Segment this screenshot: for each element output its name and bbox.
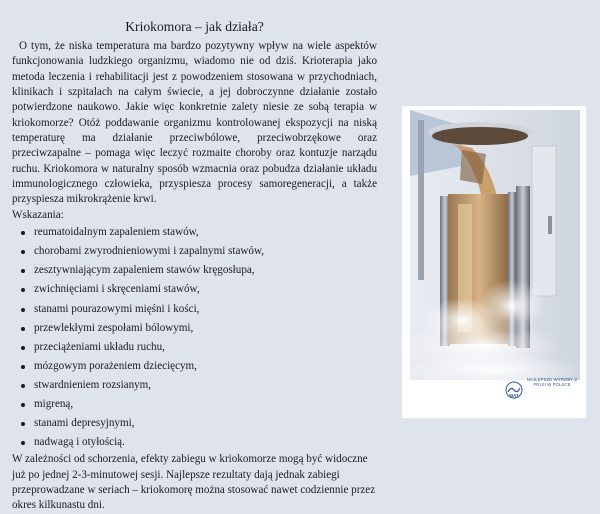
indications-label: Wskazania:	[12, 208, 64, 221]
list-item: mózgowym porażeniem dziecięcym,	[34, 357, 377, 376]
list-item: stanami depresyjnymi,	[34, 414, 377, 433]
logo-mark: MAT	[509, 393, 519, 398]
article-outro: W zależności od schorzenia, efekty zabiegu w kriokomorze mogą być widoczne już po jednej 2-3-minutowej sesji. Najlepsze rezultaty dają jednak zabiegi przeprowadzane w seriach – kriokomorę można stosować nawet codziennie przez okres kilkunastu dni.	[12, 453, 376, 512]
cryochamber-photo	[402, 106, 586, 418]
article-intro: O tym, że niska temperatura ma bardzo pozytywny wpływ na wiele aspektów funkcjonowania ludzkiego organizmu, wiadomo nie od dziś. Krioterapia jako metoda leczenia i rehabilitacji jest z powodzeniem stosowana w przychodniach, klinikach i szpitalach na całym świecie, a jej dobroczynne działanie zostało potwierdzone naukowo. Jakie więc konkretnie zalety niesie ze sobą terapia w kriokomorze? Otóż poddawanie organizmu kontrolowanej ekspozycji na niską temperaturę ma działanie przeciwbólowe, przeciwobrzękowe oraz przeciwzapalne – pomaga więc leczyć rozmaite choroby oraz kontuzje narządu ruchu. Kriokomora w naturalny sposób wzmacnia oraz pobudza działanie układu immunologicznego człowieka, przyspiesza procesy samoregeneracji, a także przyspiesza mikrokrążenie krwi.	[12, 40, 377, 206]
list-item: zesztywniającym zapaleniem stawów kręgosłupa,	[34, 261, 377, 280]
list-item: stanami pourazowymi mięśni i kości,	[34, 300, 377, 319]
logo-text: NAJLEPSZE WYROBY Z PRL/II W POLSCE	[526, 377, 578, 387]
list-item: przewlekłymi zespołami bólowymi,	[34, 319, 377, 338]
list-item: przeciążeniami układu ruchu,	[34, 338, 377, 357]
indications-list	[12, 223, 377, 452]
list-item: chorobami zwyrodnieniowymi i zapalnymi stawów,	[34, 242, 377, 261]
list-item: nadwagą i otyłością.	[34, 433, 377, 452]
list-item: reumatoidalnym zapaleniem stawów,	[34, 223, 377, 242]
article-title: Kriokomora – jak działa?	[125, 19, 264, 34]
article	[12, 18, 377, 514]
list-item: stwardnieniem rozsianym,	[34, 376, 377, 395]
list-item: zwichnięciami i skręceniami stawów,	[34, 280, 377, 299]
list-item: migreną,	[34, 395, 377, 414]
cryochamber-illustration	[402, 106, 586, 418]
